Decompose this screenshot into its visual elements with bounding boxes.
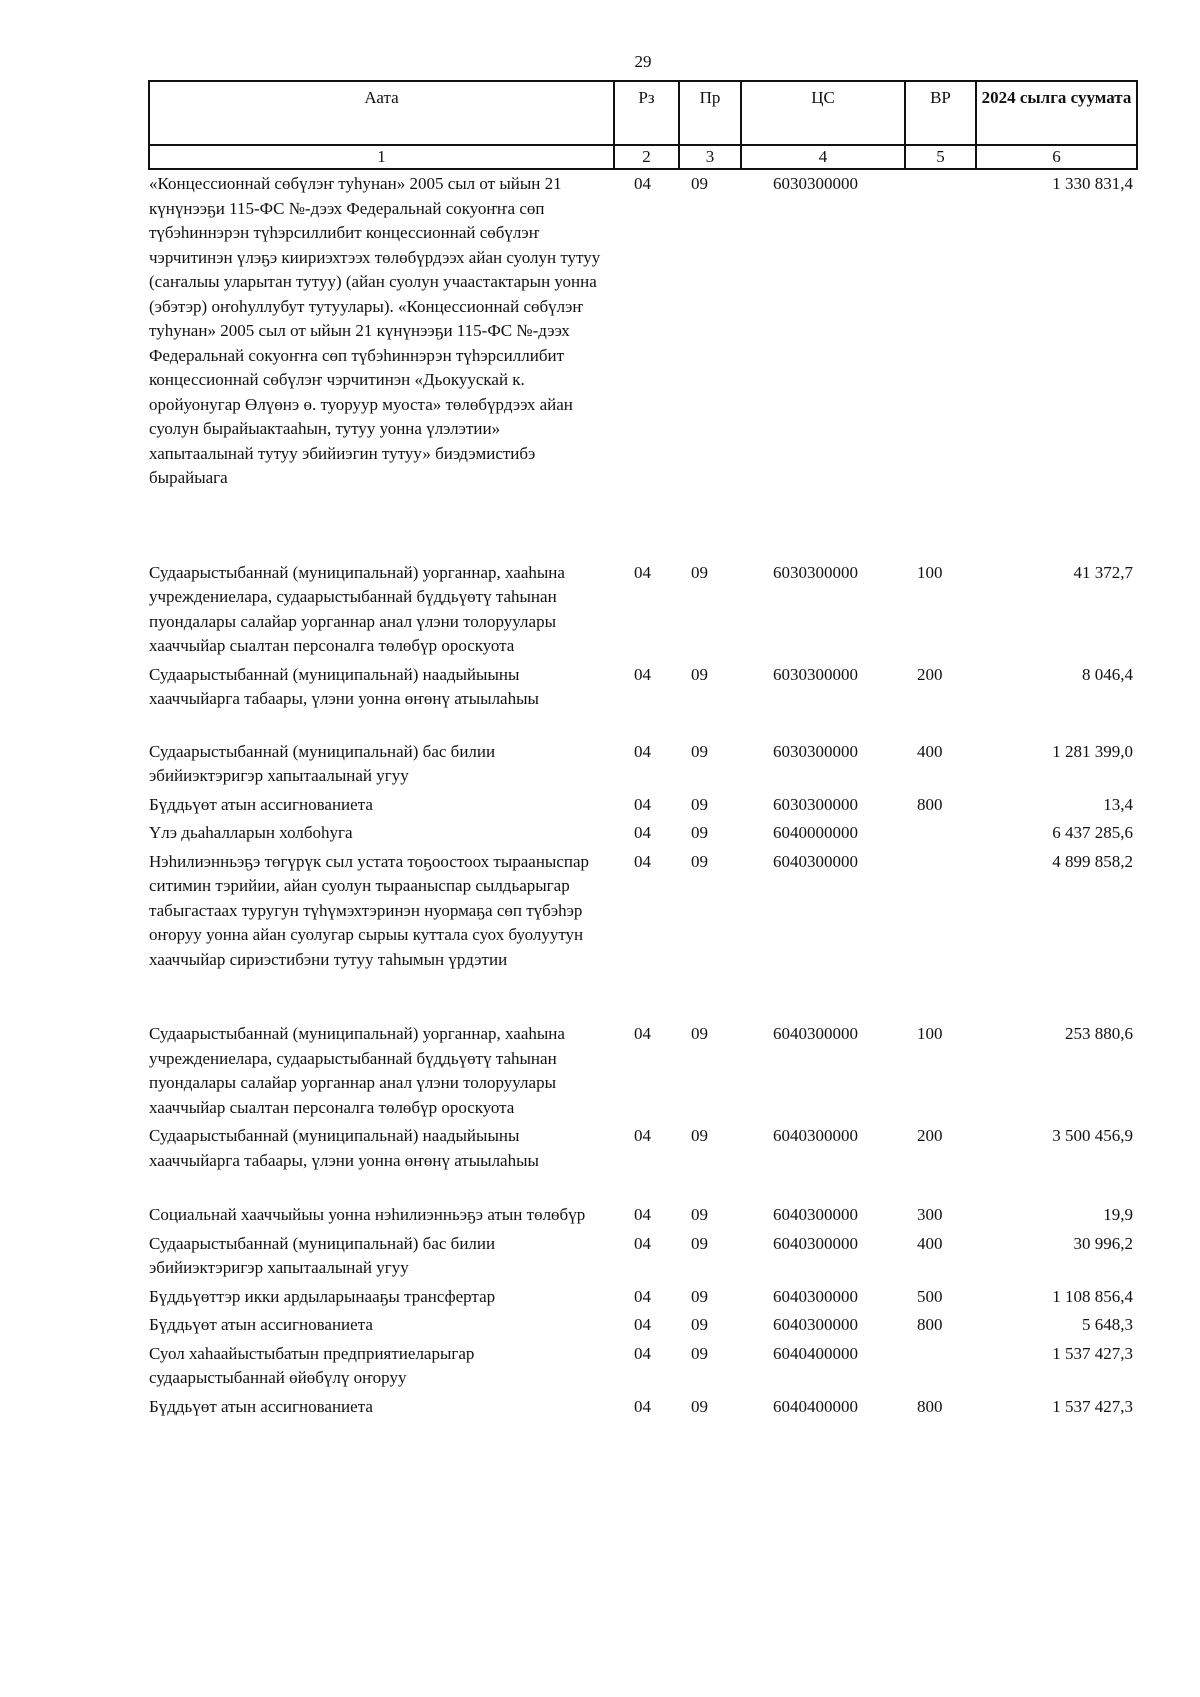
cell-rz: 04 (634, 1315, 651, 1334)
column-number-row (149, 145, 1137, 169)
table-row (149, 1313, 1137, 1342)
cell-cs: 6040000000 (773, 823, 858, 842)
cell-cs: 6030300000 (773, 174, 858, 193)
cell-sum: 253 880,6 (1065, 1024, 1133, 1043)
header-vr: ВР (905, 81, 976, 145)
cell-cs: 6040300000 (773, 1286, 858, 1306)
cell-pr: 09 (691, 562, 708, 582)
cell-vr: 200 (917, 1126, 943, 1145)
cell-rz: 04 (634, 1233, 651, 1253)
page-number: 29 (634, 52, 652, 71)
table-row (149, 793, 1137, 822)
cell-pr: 09 (691, 823, 708, 842)
header-rz: Рз (614, 81, 679, 145)
cell-pr: 09 (691, 1024, 708, 1043)
column-number: 6 (976, 145, 1137, 169)
cell-name: Бүддьүөт атын ассигнованиета (149, 794, 373, 814)
cell-sum: 3 500 456,9 (1052, 1126, 1133, 1145)
cell-cs: 6030300000 (773, 741, 858, 761)
cell-cs: 6040300000 (773, 1315, 858, 1334)
cell-name: Судаарыстыбаннай (муниципальнай) уорганнар, хааһына учреждениелара, судаарыстыбаннай бүддьүөтү таһынан пуондалары салайар уорганнар анал үлэни толоруулары хааччыйар сыалтан персоналга төлөбүр ороскуота (149, 562, 565, 655)
cell-name: Бүддьүөттэр икки ардыларынааҕы трансфертар (149, 1286, 496, 1306)
budget-table (148, 80, 1138, 1419)
cell-pr: 09 (691, 174, 708, 193)
cell-sum: 1 537 427,3 (1052, 1343, 1133, 1363)
cell-rz: 04 (634, 1126, 651, 1145)
cell-name: Судаарыстыбаннай (муниципальнай) уорганнар, хааһына учреждениелара, судаарыстыбаннай бүддьүөтү таһынан пуондалары салайар уорганнар анал үлэни толоруулары хааччыйар сыалтан персоналга төлөбүр ороскуота (149, 1024, 565, 1117)
table-row (149, 821, 1137, 850)
cell-name: Суол хаһаайыстыбатын предприятиеларыгар судаарыстыбаннай өйөбүлү оҥоруу (149, 1343, 475, 1387)
cell-name: Судаарыстыбаннай (муниципальнай) наадыйыыны хааччыйарга табаары, үлэни уонна өҥөнү атыылаһыы (149, 1126, 539, 1170)
header-sum: 2024 сылга суумата (976, 81, 1137, 145)
cell-cs: 6040300000 (773, 1233, 858, 1253)
cell-name: Бүддьүөт атын ассигнованиета (149, 1315, 373, 1334)
cell-rz: 04 (634, 1024, 651, 1043)
cell-sum: 1 108 856,4 (1052, 1286, 1133, 1306)
cell-vr (905, 169, 976, 561)
table-row (149, 1203, 1137, 1232)
table-body (149, 169, 1137, 1419)
cell-name: Социальнай хааччыйыы уонна нэһилиэнньэҕэ атын төлөбүр (149, 1205, 586, 1224)
cell-rz: 04 (634, 1396, 651, 1416)
cell-name: Судаарыстыбаннай (муниципальнай) бас билии эбийиэктэригэр хапытаалынай угуу (149, 1233, 496, 1277)
cell-pr: 09 (691, 1315, 708, 1334)
cell-vr (905, 821, 976, 850)
cell-sum: 19,9 (1103, 1205, 1133, 1224)
cell-cs: 6030300000 (773, 794, 858, 814)
cell-pr: 09 (691, 741, 708, 761)
cell-pr: 09 (691, 1343, 708, 1363)
cell-name: Үлэ дьаһалларын холбоһуга (149, 823, 353, 842)
cell-cs: 6040300000 (773, 1126, 858, 1145)
cell-sum: 1 330 831,4 (1052, 174, 1133, 193)
cell-pr: 09 (691, 794, 708, 814)
table-row (149, 1342, 1137, 1395)
cell-pr: 09 (691, 1233, 708, 1253)
column-number: 5 (905, 145, 976, 169)
header-cs: ЦС (741, 81, 905, 145)
cell-vr (905, 1342, 976, 1395)
cell-sum: 41 372,7 (1073, 562, 1133, 582)
cell-rz: 04 (634, 562, 651, 582)
cell-name: «Концессионнай сөбүлэҥ туһунан» 2005 сыл от ыйын 21 күнүнээҕи 115-ФС №-дээх Федеральнай сокуоҥҥа сөп түбэһиннэрэн түһэрсиллибит концессионнай сөбүлэҥ чэрчитинэн үлэҕэ киириэхтээх төлөбүрдээх айан суолун тутуу (саҥалыы уларытан тутуу) (айан суолун учаастактарын уонна (эбэтэр) оҥоһуллубут тутуулары). «Концессионнай сөбүлэҥ туһунан» 2005 сыл от ыйын 21 күнүнээҕи 115-ФС №-дээх Федеральнай сокуоҥҥа сөп түбэһиннэрэн түһэрсиллибит концессионнай сөбүлэҥ чэрчитинэн «Дьокуускай к. оройуонугар Өлүөнэ ө. туоруур муоста» төлөбүрдээх айан суолун бырайыактааһын, тутуу уонна үлэлэтии» хапытаалынай тутуу эбийиэгин тутуу» биэдэмистибэ бырайыага (149, 174, 601, 487)
table-row (149, 740, 1137, 793)
cell-pr: 09 (691, 851, 708, 871)
cell-rz: 04 (634, 1286, 651, 1306)
header-pr: Пр (679, 81, 741, 145)
cell-vr: 800 (917, 794, 943, 814)
cell-vr: 300 (917, 1205, 943, 1224)
header-name: Аата (149, 81, 614, 145)
cell-rz: 04 (634, 851, 651, 871)
table-row (149, 561, 1137, 663)
cell-name: Нэһилиэнньэҕэ төгүрүк сыл устата тоҕоостоох тырааныспар ситимин тэрийии, айан суолун тырааныспар сылдьарыгар табыгастаах туругун түһүмэхтэринэн нуормаҕа сөп түбэһэр оҥоруу уонна айан суолугар сырыы куттала суох буолуутун хааччыйар сириэстибэни тутуу таһымын үрдэтии (149, 851, 590, 969)
cell-cs: 6030300000 (773, 664, 858, 684)
cell-vr: 100 (917, 1024, 943, 1043)
cell-vr (905, 850, 976, 1023)
cell-vr: 400 (917, 1233, 943, 1253)
cell-vr: 800 (917, 1315, 943, 1334)
cell-name: Судаарыстыбаннай (муниципальнай) бас билии эбийиэктэригэр хапытаалынай угуу (149, 741, 496, 785)
table-row (149, 1395, 1137, 1420)
cell-cs: 6040300000 (773, 1024, 858, 1043)
column-number: 1 (149, 145, 614, 169)
cell-vr: 100 (917, 562, 943, 582)
cell-rz: 04 (634, 823, 651, 842)
table-row (149, 169, 1137, 561)
cell-pr: 09 (691, 1126, 708, 1145)
cell-sum: 1 537 427,3 (1052, 1396, 1133, 1416)
table-row (149, 1232, 1137, 1285)
cell-cs: 6040300000 (773, 1205, 858, 1224)
cell-cs: 6040400000 (773, 1343, 858, 1363)
table-row (149, 1285, 1137, 1314)
cell-vr: 500 (917, 1286, 943, 1306)
cell-cs: 6040400000 (773, 1396, 858, 1416)
cell-rz: 04 (634, 741, 651, 761)
cell-rz: 04 (634, 1343, 651, 1363)
cell-pr: 09 (691, 664, 708, 684)
cell-sum: 5 648,3 (1082, 1315, 1133, 1334)
cell-vr: 800 (917, 1396, 943, 1416)
cell-pr: 09 (691, 1205, 708, 1224)
cell-sum: 13,4 (1103, 794, 1133, 814)
cell-name: Бүддьүөт атын ассигнованиета (149, 1396, 373, 1416)
cell-name: Судаарыстыбаннай (муниципальнай) наадыйыыны хааччыйарга табаары, үлэни уонна өҥөнү атыылаһыы (149, 664, 539, 708)
cell-sum: 4 899 858,2 (1052, 851, 1133, 871)
cell-cs: 6040300000 (773, 851, 858, 871)
cell-vr: 200 (917, 664, 943, 684)
cell-sum: 30 996,2 (1073, 1233, 1133, 1253)
table-row (149, 850, 1137, 1023)
cell-rz: 04 (634, 794, 651, 814)
cell-vr: 400 (917, 741, 943, 761)
table-row (149, 1124, 1137, 1203)
cell-rz: 04 (634, 664, 651, 684)
cell-pr: 09 (691, 1396, 708, 1416)
column-number: 2 (614, 145, 679, 169)
cell-sum: 1 281 399,0 (1052, 741, 1133, 761)
table-header-row (149, 81, 1137, 145)
cell-pr: 09 (691, 1286, 708, 1306)
cell-sum: 8 046,4 (1082, 664, 1133, 684)
cell-rz: 04 (634, 174, 651, 193)
cell-cs: 6030300000 (773, 562, 858, 582)
table-row (149, 1022, 1137, 1124)
column-number: 3 (679, 145, 741, 169)
cell-sum: 6 437 285,6 (1052, 823, 1133, 842)
column-number: 4 (741, 145, 905, 169)
table-row (149, 663, 1137, 740)
cell-rz: 04 (634, 1205, 651, 1224)
